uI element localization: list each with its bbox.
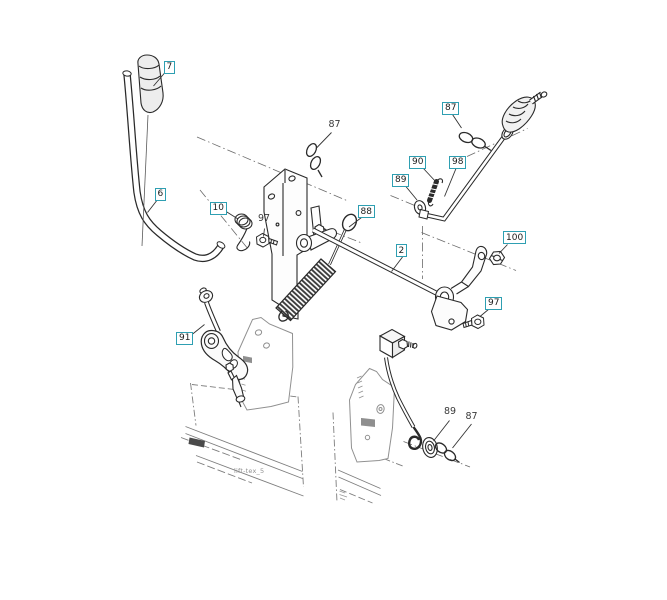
rail-tab xyxy=(189,438,206,448)
callout-87-mid: 87 xyxy=(328,118,341,130)
hairpin-cotter-mid-icon xyxy=(305,142,323,177)
callout-6: 6 xyxy=(155,188,167,201)
callout-88: 88 xyxy=(358,205,375,218)
hairpin-cotter-top-icon xyxy=(458,131,491,151)
callout-97-left: 97 xyxy=(258,212,271,224)
callout-97-right: 97 xyxy=(485,297,502,310)
lever-knob xyxy=(500,91,548,142)
washer-89-bottom xyxy=(421,436,439,459)
callout-2: 2 xyxy=(396,244,408,257)
callout-91: 91 xyxy=(176,332,193,345)
trunnion-stud-nut xyxy=(399,340,408,350)
clip-spring-90 xyxy=(428,179,443,206)
callout-89-top: 89 xyxy=(392,174,409,187)
rod-end-cap xyxy=(419,210,429,220)
trunnion-block xyxy=(380,330,418,358)
diagram-filename-note: lift-tex_5 xyxy=(234,467,265,475)
callout-7: 7 xyxy=(164,61,176,74)
lever-bolt xyxy=(226,363,233,371)
lift-lever-rod-98 xyxy=(419,91,548,219)
callout-100: 100 xyxy=(503,231,526,244)
lift-handle-tube xyxy=(122,70,226,258)
torsion-spring xyxy=(235,214,252,251)
callout-89-bottom: 89 xyxy=(444,406,457,417)
callout-87-top: 87 xyxy=(442,102,459,115)
callout-10: 10 xyxy=(210,202,227,215)
handle-grip xyxy=(138,55,163,113)
deck-bracket-right xyxy=(350,369,395,463)
callout-87-bottom: 87 xyxy=(465,410,478,422)
nut-100 xyxy=(490,252,505,265)
callout-98: 98 xyxy=(449,156,466,169)
bellcrank-plate xyxy=(432,296,468,330)
callout-90: 90 xyxy=(409,156,426,169)
